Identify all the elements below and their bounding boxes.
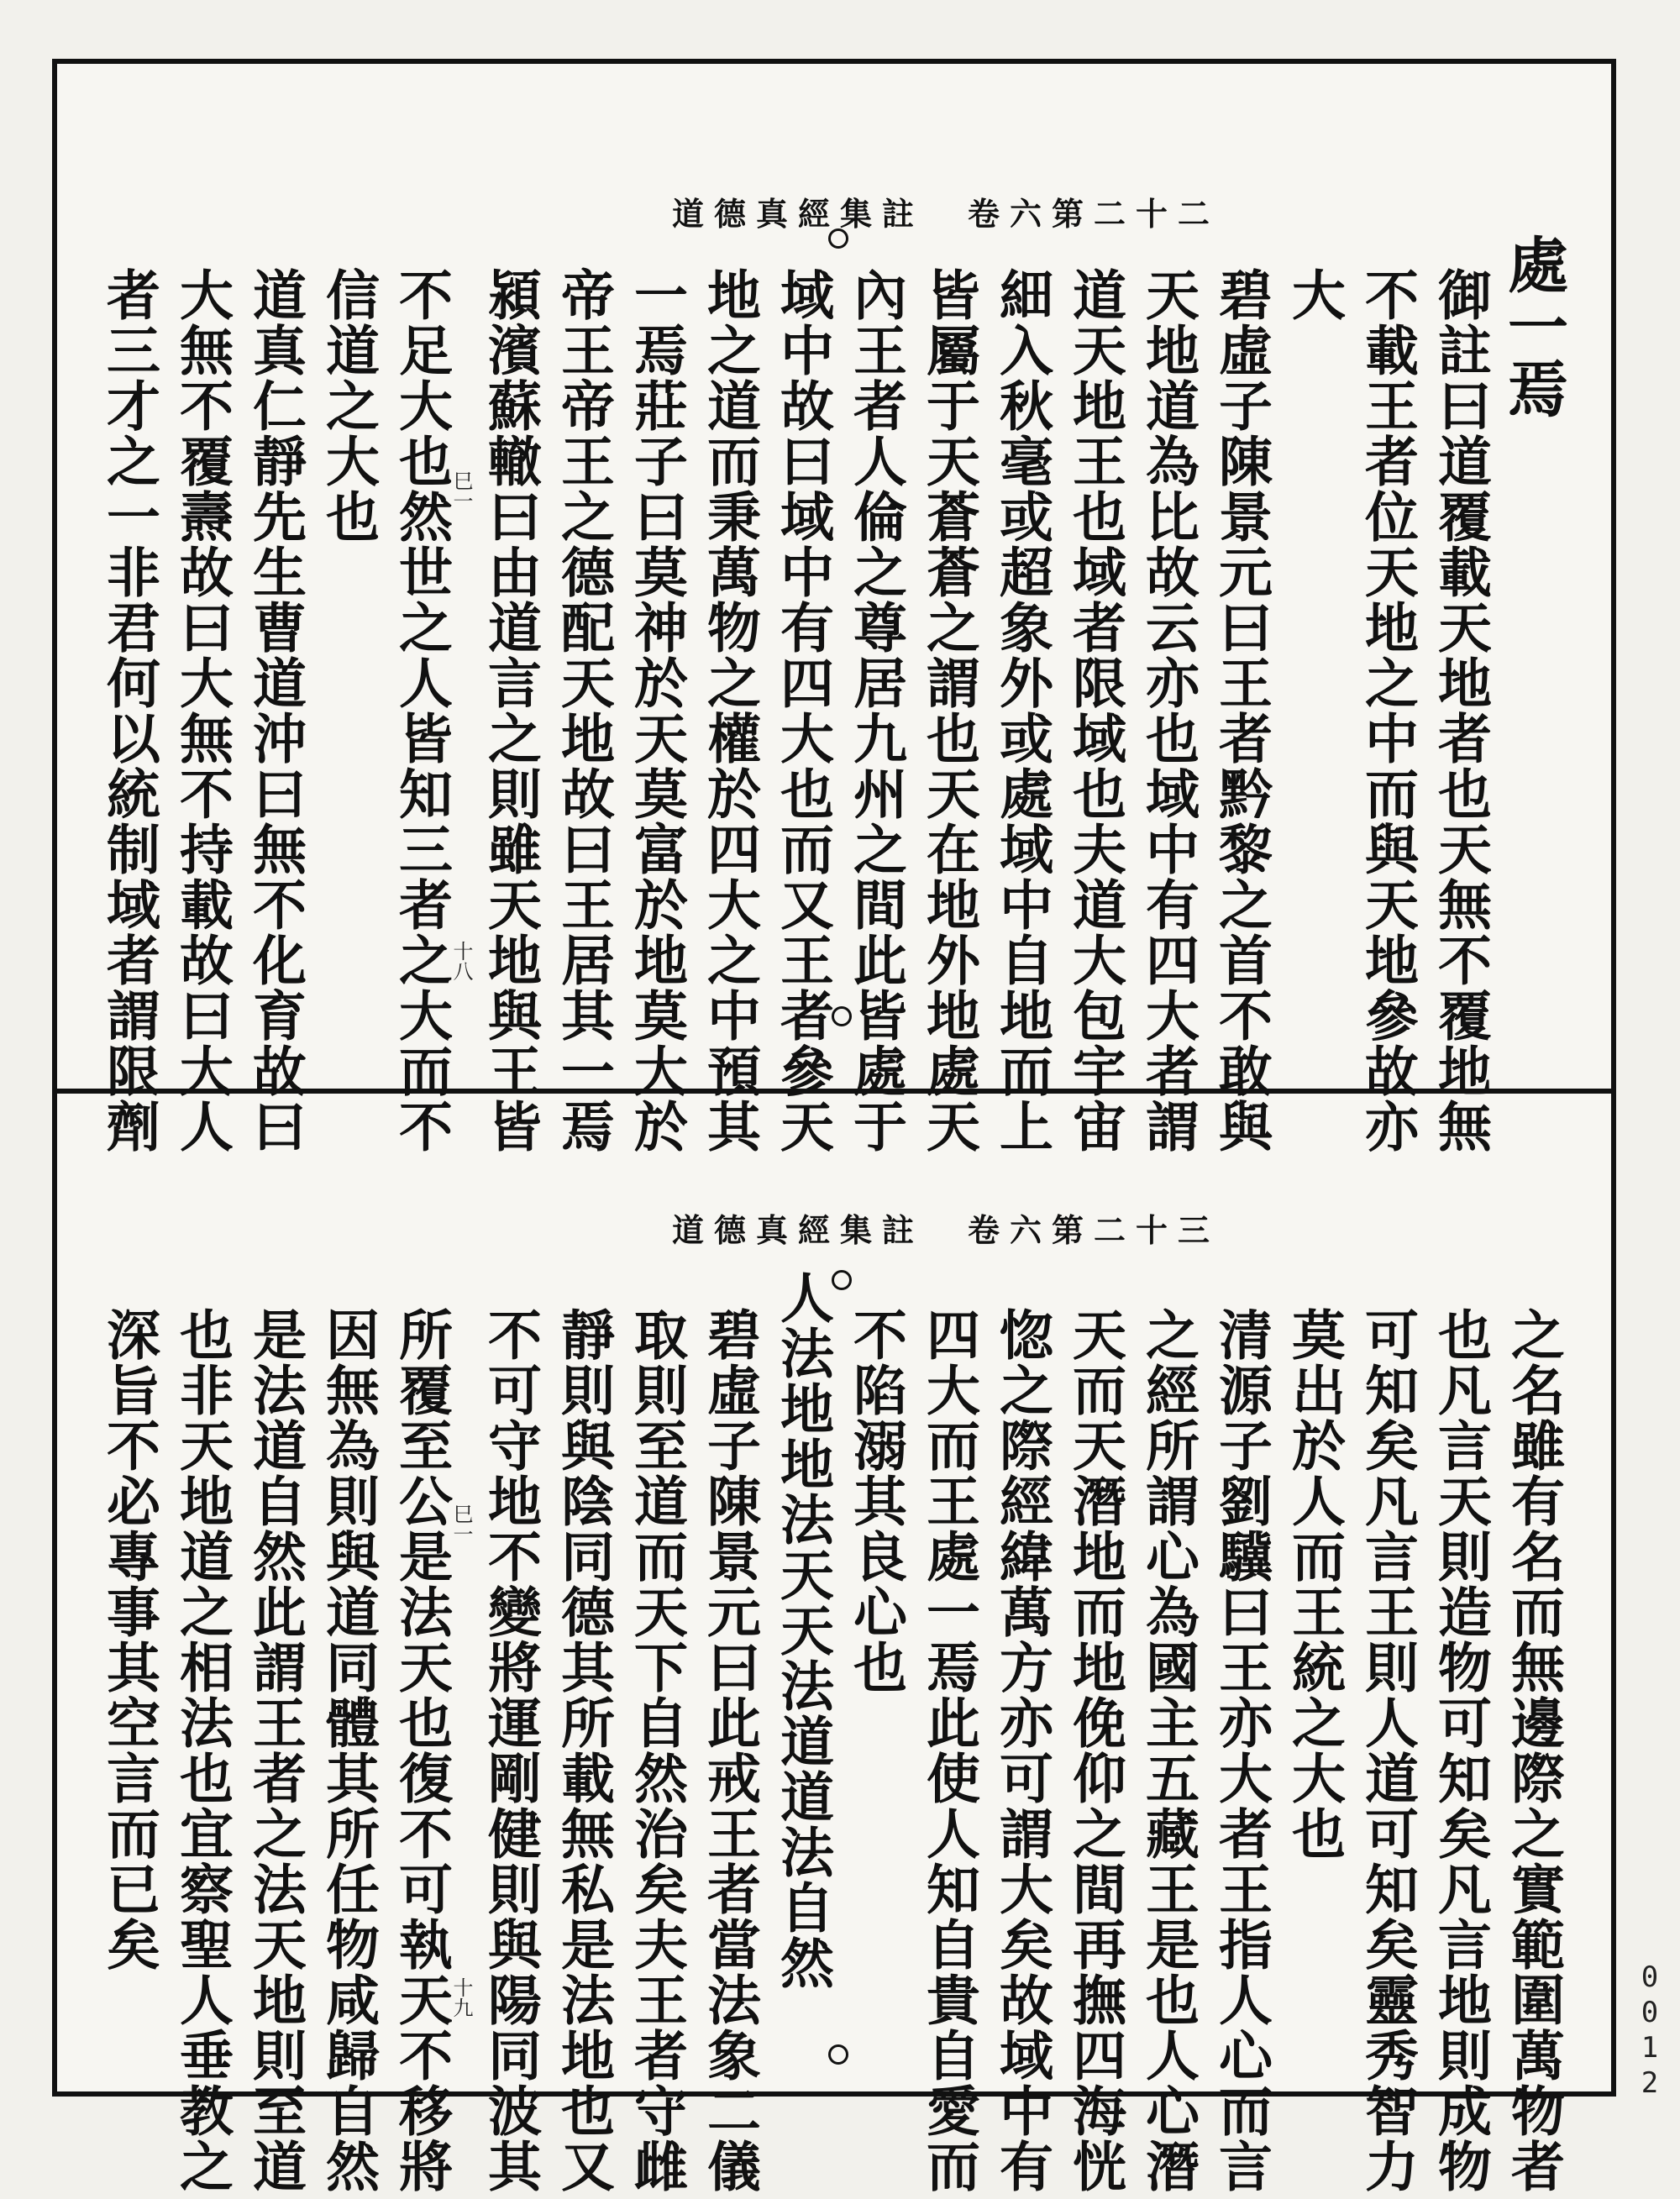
- bottom-column-16: 所覆至公是法天也復不可執天不移將: [390, 1307, 453, 2194]
- top-column-14: 帝王帝王之德配天地故曰王居其一焉: [552, 267, 615, 1154]
- top-column-19: 大無不覆燾故曰大無不持載故曰大人: [171, 267, 234, 1154]
- top-column-10: 內王者人倫之尊居九州之間此皆處于: [844, 267, 907, 1154]
- bottom-folio-leaf: 十九: [449, 1977, 473, 2018]
- bottom-header: [672, 1204, 1220, 1251]
- bottom-column-18: 是法道自然此謂王者之法天地則至道: [244, 1307, 307, 2194]
- top-column-6: 天地道為比故云亦也域中有四大者謂: [1137, 267, 1200, 1154]
- bottom-column-13: 取則至道而天下自然治矣夫王者守雌: [625, 1307, 688, 2194]
- top-header-title: 道德真經集註: [672, 195, 925, 233]
- top-column-20: 者三才之一非君何以統制域者謂限劑: [97, 267, 160, 1154]
- bottom-column-9: 四大而王處一焉此使人知自貴自愛而: [917, 1307, 980, 2194]
- page-number: 0012: [1633, 1960, 1667, 2102]
- bottom-column-2: 也凡言天則造物可知矣凡言地則成物: [1429, 1307, 1492, 2194]
- bottom-column-15: 不可守地不變將運剛健則與陽同波其: [479, 1307, 542, 2194]
- top-circle-mark-1: [828, 228, 848, 249]
- top-column-16: 不足大也然世之人皆知三者之大而不: [390, 267, 453, 1154]
- top-folio-leaf: 十八: [449, 941, 473, 981]
- top-column-15: 潁濱蘇轍曰由道言之則雖天地與王皆: [479, 267, 542, 1154]
- top-column-4: 大: [1283, 267, 1346, 323]
- top-column-7: 道天地王也域者限域也夫道大包宇宙: [1063, 267, 1126, 1154]
- bottom-column-19: 也非天地道之相法也宜察聖人垂教之: [171, 1307, 234, 2194]
- bottom-column-6: 之經所謂心為國主五藏王是也人心潛: [1137, 1307, 1200, 2194]
- bottom-circle-mark-2: [828, 2044, 848, 2065]
- top-column-1: 處一焉: [1498, 234, 1569, 420]
- bottom-column-10: 不陷溺其良心也: [844, 1307, 907, 1695]
- bottom-folio-juan: 巳一: [449, 1504, 473, 1544]
- top-column-8: 細入秋毫或超象外或處域中自地而上: [990, 267, 1053, 1154]
- top-column-9: 皆屬于天蒼蒼之謂也天在地外地處天: [917, 267, 980, 1154]
- top-header-juan: 卷六第二十二: [968, 195, 1221, 233]
- bottom-header-juan: 卷六第二十三: [968, 1211, 1221, 1249]
- bottom-column-8: 惚之際經緯萬方亦可謂大矣故域中有: [990, 1307, 1053, 2194]
- bottom-column-14: 靜則與陰同德其所載無私是法地也又: [552, 1307, 615, 2194]
- bottom-column-4: 莫出於人而王統之大也: [1283, 1307, 1346, 1861]
- bottom-column-12: 碧虛子陳景元曰此戒王者當法象二儀: [698, 1307, 761, 2194]
- top-column-12: 地之道而秉萬物之權於四大之中預其: [698, 267, 761, 1154]
- bottom-column-17: 因無為則與道同體其所任物咸歸自然: [317, 1307, 380, 2194]
- top-column-3: 不載王者位天地之中而與天地參故亦: [1356, 267, 1419, 1154]
- top-column-2: 御註曰道覆載天地者也天無不覆地無: [1429, 267, 1492, 1154]
- top-column-17: 信道之大也: [317, 267, 380, 544]
- bottom-column-5: 清源子劉驥曰王亦大者王指人心而言: [1210, 1307, 1273, 2194]
- bottom-column-7: 天而天潛地而地俛仰之間再撫四海恍: [1063, 1307, 1126, 2194]
- top-column-18: 道真仁靜先生曹道沖曰無不化育故曰: [244, 267, 307, 1154]
- bottom-column-20: 深旨不必專事其空言而已矣: [97, 1307, 160, 1972]
- bottom-header-title: 道德真經集註: [672, 1211, 925, 1249]
- bottom-column-11: 人法地地法天天法道道法自然: [771, 1270, 834, 1991]
- top-column-11: 域中故曰域中有四大也而又王者參天: [771, 267, 834, 1154]
- top-header: [672, 188, 1220, 234]
- bottom-column-3: 可知矣凡言王則人道可知矣靈秀智力: [1356, 1307, 1419, 2194]
- top-folio-juan: 巳一: [449, 470, 473, 511]
- top-column-5: 碧虛子陳景元曰王者黔黎之首不敢與: [1210, 267, 1273, 1154]
- top-column-13: 一焉莊子曰莫神於天莫富於地莫大於: [625, 267, 688, 1154]
- bottom-column-1: 之名雖有名而無邊際之實範圍萬物者: [1502, 1307, 1565, 2194]
